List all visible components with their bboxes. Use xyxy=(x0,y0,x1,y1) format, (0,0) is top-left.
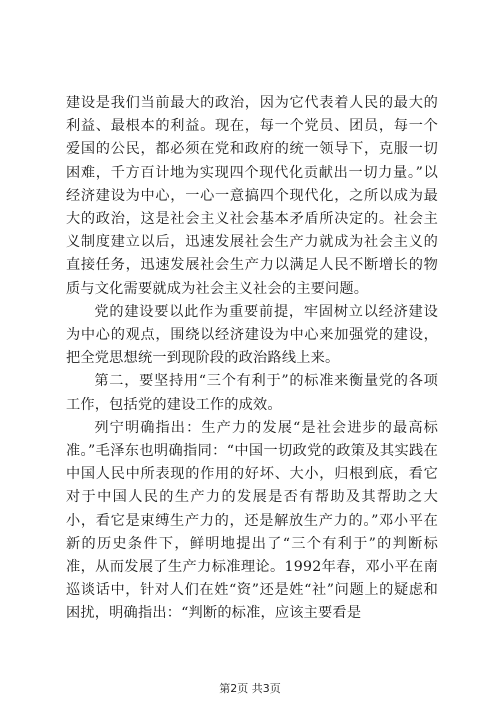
paragraph-1: 建设是我们当前最大的政治，因为它代表着人民的最大的利益、最根本的利益。现在，每一个党员、团员，每一个爱国的公民，都必须在党和政府的统一领导下，克服一切困难，千方百计地为实现四个现代化贡献出一切力量。”以经济建设为中心，一心一意搞四个现代化，之所以成为最大的政治，这是社会主义社会基本矛盾所决定的。社会主义制度建立以后，迅速发展社会生产力就成为社会主义的直接任务，迅速发展社会生产力以满足人民不断增长的物质与文化需要就成为社会主义社会的主要问题。 xyxy=(66,95,438,297)
document-body xyxy=(66,92,438,626)
paragraph-4: 列宁明确指出：生产力的发展“是社会进步的最高标准。”毛泽东也明确指同：“中国一切政党的政策及其实践在中国人民中所表现的作用的好坏、大小，归根到底，看它对于中国人民的生产力的发展是否有帮助及其帮助之大小，看它是束缚生产力的，还是解放生产力的。”邓小平在新的历史条件下，鲜明地提出了“三个有利于”的判断标准，从而发展了生产力标准理论。1992年春，邓小平在南巡谈话中，针对人们在姓“资”还是姓“社”问题上的疑虑和困扰，明确指出：“判断的标准，应该主要看是 xyxy=(66,419,438,622)
paragraph-3: 第二，要坚持用“三个有利于”的标准来衡量党的各项工作，包括党的建设工作的成效。 xyxy=(66,373,438,413)
paragraph-2: 党的建设要以此作为重要前提，牢固树立以经济建设为中心的观点，围绕以经济建设为中心来加强党的建设，把全党思想统一到现阶段的政治路线上来。 xyxy=(66,303,438,367)
page-footer xyxy=(0,680,500,696)
page-number-label: 第2页 共3页 xyxy=(219,682,281,695)
